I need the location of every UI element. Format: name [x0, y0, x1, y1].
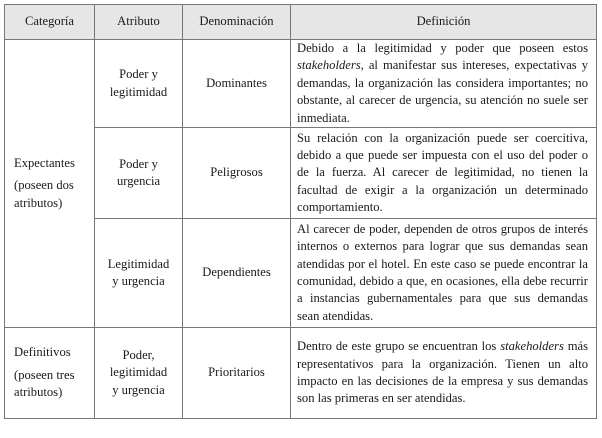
column-header-definition: Definición	[291, 5, 597, 40]
table-row	[5, 40, 597, 128]
attribute-line: legitimidad	[109, 365, 168, 380]
attribute-line: Legitimidad	[107, 256, 170, 271]
attribute-line: Poder y	[119, 156, 158, 171]
denomination-cell: Dominantes	[183, 40, 291, 128]
column-header-attribute: Atributo	[95, 5, 183, 40]
denomination-cell: Dependientes	[183, 219, 291, 328]
attribute-line: Poder,	[122, 347, 155, 362]
table-row	[5, 328, 597, 419]
category-cell-definitivos	[5, 328, 95, 419]
attribute-cell	[95, 219, 183, 328]
column-header-denomination: Denominación	[183, 5, 291, 40]
category-label	[14, 344, 90, 401]
definition-text: Dentro de este grupo se encuentran los	[297, 339, 501, 354]
category-name: Expectantes	[14, 155, 75, 170]
category-note-line: (poseen dos	[14, 178, 74, 193]
stakeholder-classification-table	[4, 4, 597, 419]
definition-cell: Al carecer de poder, dependen de otros grupos de interés internos o externos para lograr que sus demandas sean atendidas por el hotel. En este caso se puede encontrar la comunidad, debido a que, en ocasiones, ella debe recurrir a instancias gubernamentales para que sus demandas sean atendidas.	[291, 219, 597, 328]
definition-italic-term: stakeholders	[500, 339, 564, 354]
category-cell-expectantes	[5, 40, 95, 328]
denomination-cell: Peligrosos	[183, 128, 291, 219]
column-header-category: Categoría	[5, 5, 95, 40]
category-note-line: (poseen tres	[14, 367, 75, 382]
definition-text: más representativos para la organización. Tienen un alto impacto en las decisiones de la empresa y sus demandas son las primeras en ser atendidas.	[297, 339, 588, 406]
attribute-line: urgencia	[116, 174, 161, 189]
category-note-line: atributos)	[14, 195, 63, 210]
definition-italic-term: stakeholders	[297, 58, 361, 73]
attribute-line: y urgencia	[112, 382, 165, 397]
denomination-cell: Prioritarios	[183, 328, 291, 419]
category-note-line: atributos)	[14, 385, 63, 400]
attribute-line: y urgencia	[112, 274, 165, 289]
attribute-cell	[95, 128, 183, 219]
definition-cell	[291, 40, 597, 128]
definition-cell: Su relación con la organización puede ser coercitiva, debido a que puede ser impuesta con el uso del poder o de la fuerza. Al carecer de legitimidad, no tienen la facultad de exigir a la organización un determinado comportamiento.	[291, 128, 597, 219]
attribute-line: Poder y	[119, 67, 158, 82]
attribute-line: legitimidad	[109, 84, 168, 99]
table-header-row	[5, 5, 597, 40]
category-label	[14, 155, 90, 212]
definition-text: , al manifestar sus intereses, expectativas y demandas, la organización las considera importantes; no obstante, al carecer de urgencia, su atención no suele ser inmediata.	[297, 58, 588, 125]
attribute-cell	[95, 40, 183, 128]
definition-cell	[291, 328, 597, 419]
definition-text: Debido a la legitimidad y poder que poseen estos	[297, 41, 588, 55]
attribute-cell	[95, 328, 183, 419]
category-name: Definitivos	[14, 345, 71, 360]
